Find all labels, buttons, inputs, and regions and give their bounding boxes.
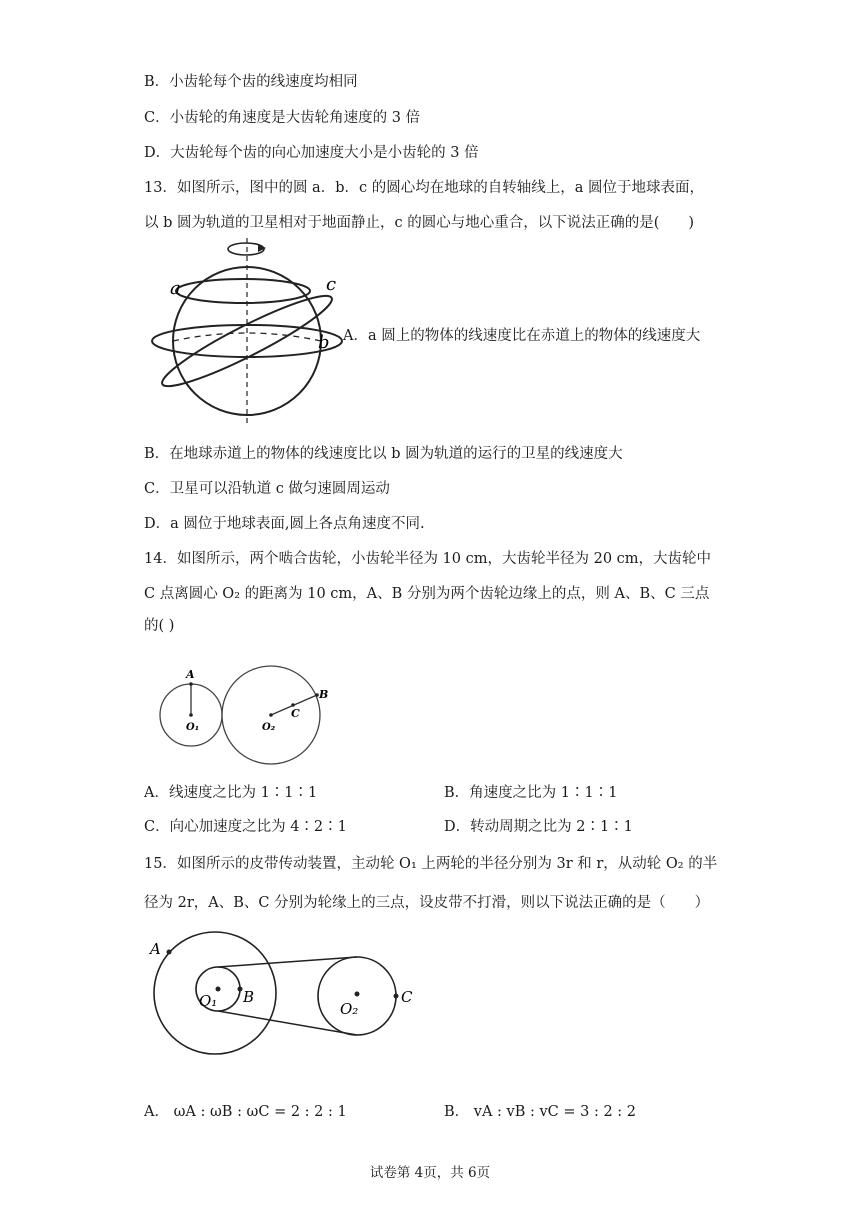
q14-stem-line-1: 14．如图所示，两个啮合齿轮，小齿轮半径为 10 cm，大齿轮半径为 20 cm，大齿轮中 [144,551,712,567]
prev-option-c: C．小齿轮的角速度是大齿轮角速度的 3 倍 [144,110,421,126]
prev-option-d: D．大齿轮每个齿的向心加速度大小是小齿轮的 3 倍 [144,145,479,161]
q15-option-a: A． ωA : ωB : ωC = 2 : 2 : 1 [144,1104,347,1120]
label-a: a [170,278,181,299]
label-O1: O₁ [199,992,218,1010]
label-C: C [291,707,300,720]
q13-option-a: A．a 圆上的物体的线速度比在赤道上的物体的线速度大 [343,328,701,344]
q13-option-c: C．卫星可以沿轨道 c 做匀速圆周运动 [144,481,390,497]
q15-stem-line-1: 15．如图所示的皮带传动装置，主动轮 O₁ 上两轮的半径分别为 3r 和 r，从动轮 O₂ 的半 [144,856,718,872]
q14-stem-line-3: 的( ) [144,618,175,634]
q15-belt-drive-figure [145,928,425,1068]
prev-option-b: B．小齿轮每个齿的线速度均相同 [144,74,358,90]
label-O2: O₂ [340,1000,359,1018]
q14-gears-figure [155,660,335,770]
page-footer: 试卷第 4页，共 6页 [369,1165,491,1181]
q13-option-b: B．在地球赤道上的物体的线速度比以 b 圆为轨道的运行的卫星的线速度大 [144,446,623,462]
q15-option-b: B． vA : vB : vC = 3 : 2 : 2 [444,1104,637,1120]
q14-option-a: A．线速度之比为 1∶1∶1 [144,785,318,801]
belt-top [218,957,357,967]
q14-option-d: D．转动周期之比为 2∶1∶1 [444,819,633,835]
label-A: A [186,668,195,681]
q13-stem-line-1: 13．如图所示，图中的圆 a．b．c 的圆心均在地球的自转轴线上，a 圆位于地球表面， [144,180,704,196]
q13-option-d: D．a 圆位于地球表面,圆上各点角速度不同. [144,516,425,532]
label-c: c [326,274,337,295]
q15-stem-line-2: 径为 2r，A、B、C 分别为轮缘上的三点，设皮带不打滑，则以下说法正确的是（ ） [144,895,710,911]
belt-bottom [218,1011,357,1035]
circle-a [176,279,310,303]
label-C: C [401,988,413,1006]
q14-option-b: B．角速度之比为 1∶1∶1 [444,785,618,801]
q13-earth-orbits-figure [148,236,348,428]
label-b: b [318,332,330,353]
q13-stem-line-2: 以 b 圆为轨道的卫星相对于地面静止，c 的圆心与地心重合，以下说法正确的是( ) [144,215,695,231]
label-A: A [150,940,161,958]
label-B: B [319,688,329,701]
label-B: B [243,988,255,1006]
q14-option-c: C．向心加速度之比为 4∶2∶1 [144,819,347,835]
label-O1: O₁ [186,722,200,733]
label-O2: O₂ [262,722,276,733]
q14-stem-line-2: C 点离圆心 O₂ 的距离为 10 cm，A、B 分别为两个齿轮边缘上的点，则 A、B、C 三点 [144,586,710,602]
